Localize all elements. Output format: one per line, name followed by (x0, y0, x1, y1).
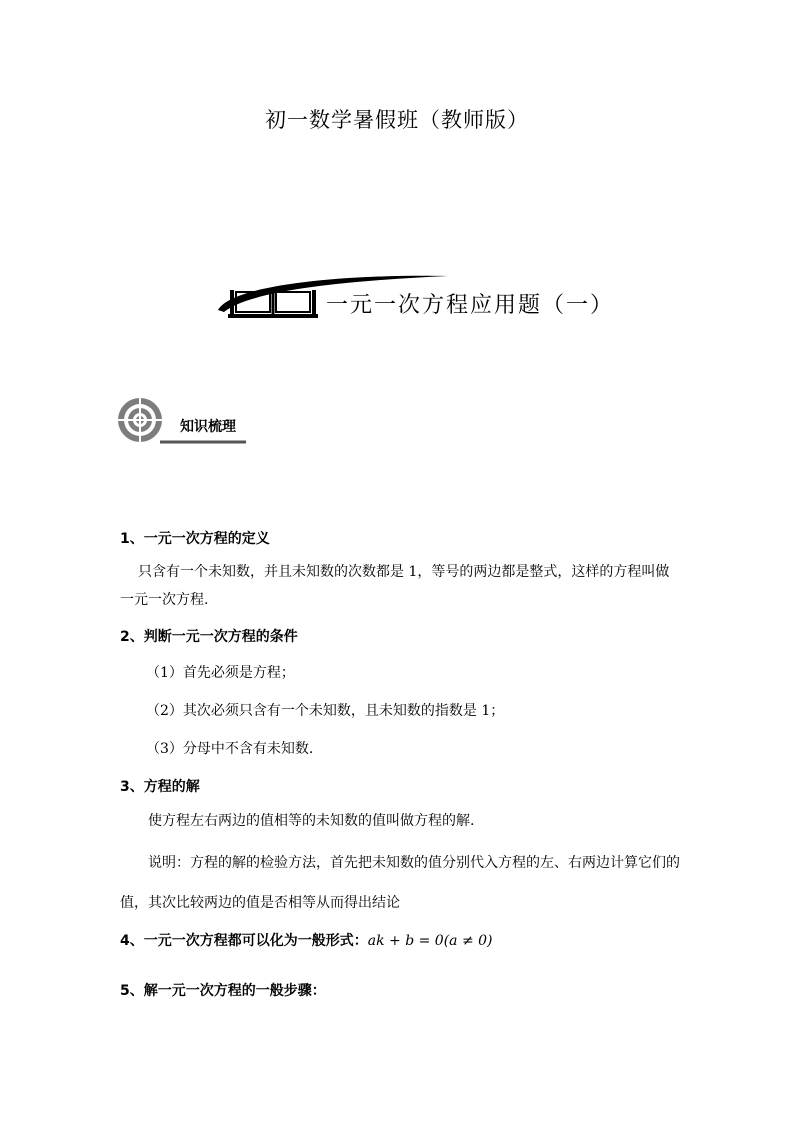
condition-item-3: （3）分母中不含有未知数. (146, 741, 314, 757)
heading-definition: 1、一元一次方程的定义 (120, 531, 270, 547)
condition-item-2: （2）其次必须只含有一个未知数，且未知数的指数是 1； (146, 703, 505, 719)
solution-note: 说明：方程的解的检验方法，首先把未知数的值分别代入方程的左、右两边计算它们的值，其次比较两边的值是否相等从而得出结论 (120, 855, 680, 911)
general-form-text: 4、一元一次方程都可以化为一般形式： (120, 933, 368, 949)
section-label: 知识梳理 (180, 419, 236, 435)
solution-paragraph: 使方程左右两边的值相等的未知数的值叫做方程的解. (148, 813, 475, 829)
section-badge (116, 396, 256, 446)
page-header-title: 初一数学暑假班（教师版） (265, 108, 529, 132)
chapter-banner (214, 272, 654, 324)
condition-item-1: （1）首先必须是方程； (146, 665, 295, 681)
heading-solution: 3、方程的解 (120, 779, 200, 795)
heading-conditions: 2、判断一元一次方程的条件 (120, 629, 298, 645)
heading-steps: 5、解一元一次方程的一般步骤： (120, 983, 326, 999)
chapter-title: 一元一次方程应用题（一） (326, 293, 615, 318)
general-form-formula: ak + b = 0(a ≠ 0) (367, 933, 493, 949)
definition-paragraph: 只含有一个未知数，并且未知数的次数都是 1，等号的两边都是整式，这样的方程叫做一元一次方程. (120, 564, 670, 608)
heading-general-form (120, 930, 493, 950)
